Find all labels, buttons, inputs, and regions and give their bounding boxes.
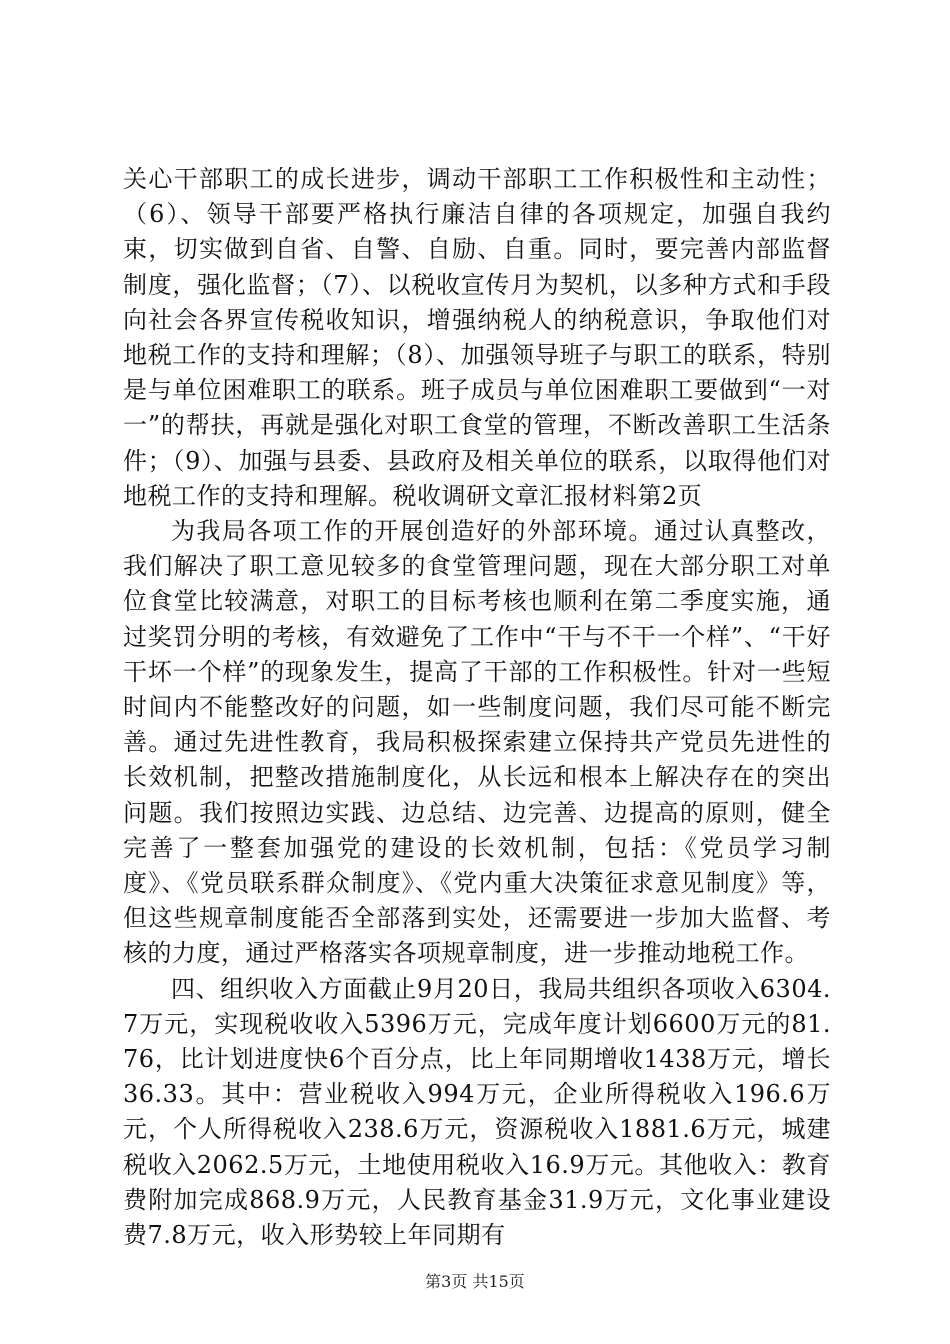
paragraph-2: 为我局各项工作的开展创造好的外部环境。通过认真整改，我们解决了职工意见较多的食堂管理问题，现在大部分职工对单位食堂比较满意，对职工的目标考核也顺利在第二季度实施，通过奖罚分明的考核，有效避免了工作中“干与不干一个样”、“干好干坏一个样”的现象发生，提高了干部的工作积极性。针对一些短时间内不能整改好的问题，如一些制度问题，我们尽可能不断完善。通过先进性教育，我局积极探索建立保持共产党员先进性的长效机制，把整改措施制度化，从长远和根本上解决存在的突出问题。我们按照边实践、边总结、边完善、边提高的原则，健全完善了一整套加强党的建设的长效机制，包括：《党员学习制度》、《党员联系群众制度》、《党内重大决策征求意见制度》等，但这些规章制度能否全部落到实处，还需要进一步加大监督、考核的力度，通过严格落实各项规章制度，进一步推动地税工作。: [123, 517, 831, 968]
paragraph-3: 四、组织收入方面截止9月20日，我局共组织各项收入6304.7万元，实现税收收入5396万元，完成年度计划6600万元的81.76，比计划进度快6个百分点，比上年同期增收1438万元，增长36.33。其中：营业税收入994万元，企业所得税收入196.6万元，个人所得税收入238.6万元，资源税收入1881.6万元，城建税收入2062.5万元，土地使用税收入16.9万元。其他收入：教育费附加完成868.9万元，人民教育基金31.9万元，文化事业建设费7.8万元，收入形势较上年同期有: [123, 974, 831, 1250]
page-footer: 第3页 共15页: [425, 1272, 525, 1291]
paragraph-1: 关心干部职工的成长进步，调动干部职工工作积极性和主动性；（6）、领导干部要严格执行廉洁自律的各项规定，加强自我约束，切实做到自省、自警、自励、自重。同时，要完善内部监督制度，强化监督；（7）、以税收宣传月为契机，以多种方式和手段向社会各界宣传税收知识，增强纳税人的纳税意识，争取他们对地税工作的支持和理解；（8）、加强领导班子与职工的联系，特别是与单位困难职工的联系。班子成员与单位困难职工要做到“一对一”的帮扶，再就是强化对职工食堂的管理，不断改善职工生活条件；（9）、加强与县委、县政府及相关单位的联系，以取得他们对地税工作的支持和理解。税收调研文章汇报材料第2页: [123, 165, 831, 510]
document-body: [123, 162, 831, 1253]
